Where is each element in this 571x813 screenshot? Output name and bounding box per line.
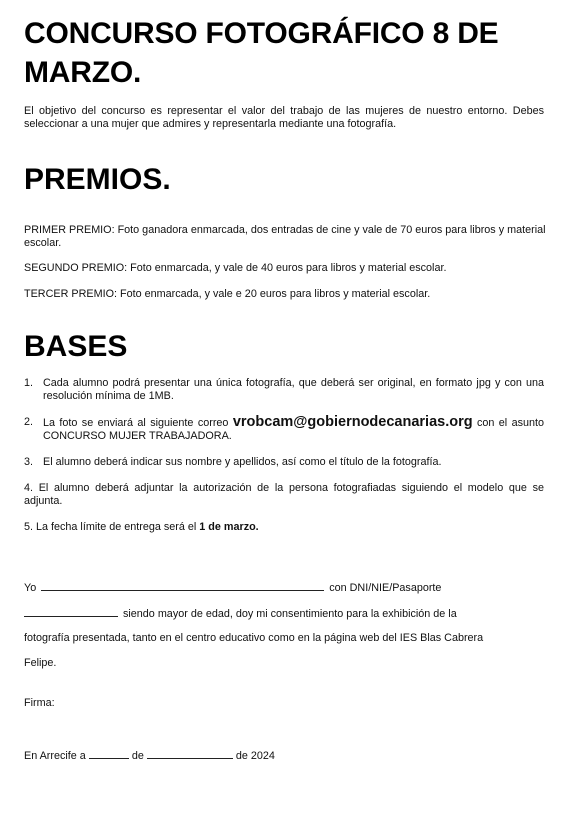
list-item	[24, 456, 544, 469]
bases-heading: BASES	[24, 330, 128, 363]
form-consent-line-2: fotografía presentada, tanto en el centro educativo como en la página web del IES Blas Cabrera	[24, 632, 484, 644]
form-consent-line-3: Felipe.	[24, 657, 57, 669]
form-line-name	[24, 580, 441, 595]
prize-third: TERCER PREMIO: Foto enmarcada, y vale e 20 euros para libros y material escolar.	[24, 288, 431, 300]
dni-blank[interactable]	[24, 606, 118, 617]
list-item-text: La foto se enviará al siguiente correo	[43, 417, 233, 429]
list-item-text: Cada alumno podrá presentar una única fotografía, que deberá ser original, en formato jpg y con una resolución mínima de 1MB.	[43, 377, 544, 402]
list-item	[24, 482, 544, 508]
list-item-number: 4.	[24, 482, 34, 494]
intro-paragraph: El objetivo del concurso es representar el valor del trabajo de las mujeres de nuestro entorno. Debes seleccionar a una mujer que admires y representarla mediante una fotografía.	[24, 105, 544, 130]
list-item-text: con el asunto CONCURSO MUJER TRABAJADORA.	[43, 417, 545, 442]
form-firma-label: Firma:	[24, 697, 55, 709]
month-blank[interactable]	[147, 748, 233, 759]
deadline-date: 1 de marzo.	[199, 521, 259, 533]
prize-first: PRIMER PREMIO: Foto ganadora enmarcada, dos entradas de cine y vale de 70 euros para libros y material escolar.	[24, 224, 546, 249]
form-line-consent	[24, 606, 457, 621]
day-blank[interactable]	[89, 748, 129, 759]
form-place-label: En Arrecife a	[24, 750, 86, 762]
form-dni-label: con DNI/NIE/Pasaporte	[329, 582, 442, 594]
form-line-date	[24, 748, 275, 763]
list-item-number: 3.	[24, 456, 34, 468]
list-item-number: 2.	[24, 416, 34, 428]
list-item-text: El alumno deberá adjuntar la autorización de la persona fotografiadas siguiendo el modelo que se adjunta.	[24, 482, 545, 507]
list-item	[24, 416, 544, 443]
document-title: CONCURSO FOTOGRÁFICO 8 DE MARZO.	[24, 17, 499, 89]
premios-heading: PREMIOS.	[24, 163, 171, 196]
form-yo-label: Yo	[24, 582, 37, 594]
form-year-label: de 2024	[235, 750, 275, 762]
prize-second: SEGUNDO PREMIO: Foto enmarcada, y vale de 40 euros para libros y material escolar.	[24, 262, 447, 274]
form-consent-text: siendo mayor de edad, doy mi consentimiento para la exhibición de la	[123, 608, 457, 620]
name-blank[interactable]	[41, 580, 324, 591]
bases-list	[24, 377, 544, 534]
list-item-number: 1.	[24, 377, 34, 389]
contact-email: vrobcam@gobiernodecanarias.org	[232, 414, 473, 430]
list-item-number: 5.	[24, 521, 34, 533]
list-item-text: La fecha límite de entrega será el	[36, 521, 200, 533]
list-item	[24, 521, 544, 534]
list-item	[24, 377, 544, 403]
form-de-label: de	[131, 750, 144, 762]
list-item-text: El alumno deberá indicar sus nombre y apellidos, así como el título de la fotografía.	[43, 456, 442, 468]
